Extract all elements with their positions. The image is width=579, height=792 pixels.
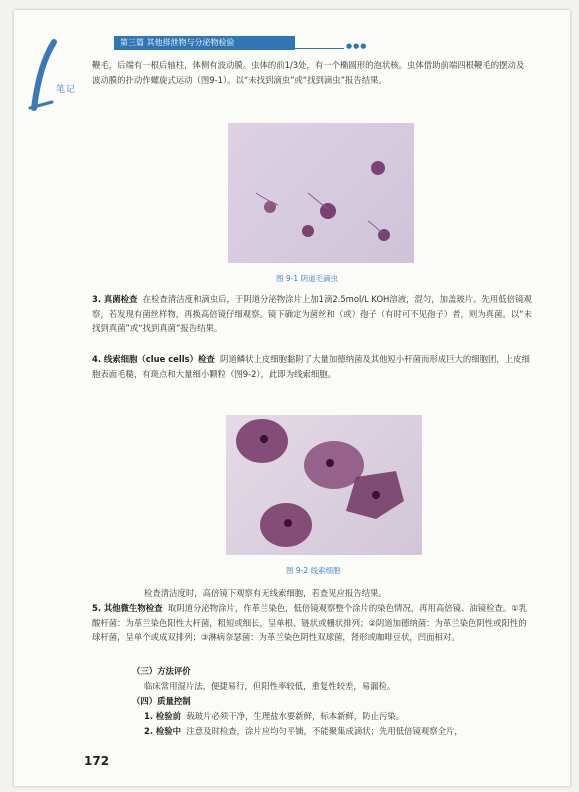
heading-clue-cells: 4. 线索细胞（clue cells）检查 xyxy=(92,354,215,364)
figure-trichomonas xyxy=(228,123,414,263)
heading-pre-analysis: 1. 检验前 xyxy=(144,711,182,721)
heading-analysis: 2. 检验中 xyxy=(144,726,182,736)
paragraph-pre-analysis xyxy=(144,709,544,724)
paragraph-clue-report: 检查清洁度时，高倍镜下观察有无线索细胞，若查见应报告结果。 xyxy=(144,588,387,598)
notebook-icon xyxy=(26,38,66,118)
section-method-evaluation: （三）方法评价 xyxy=(132,666,191,676)
book-page xyxy=(14,10,570,786)
heading-other-microbes: 5. 其他微生物检查 xyxy=(92,603,163,613)
paragraph-analysis xyxy=(144,724,554,739)
fungi-text: 在检查清洁度和滴虫后，于阴道分泌物涂片上加1滴2.5mol/L KOH溶液，混匀，加盖玻片。先用低倍镜观察，若发现有菌丝样物，再换高倍镜仔细观察。镜下确定为菌丝和（或）孢子（有时可不见孢子）者，则为真菌。以“未找到真菌”或“找到真菌”报告结果。 xyxy=(92,294,532,333)
paragraph-fungi xyxy=(92,292,532,336)
paragraph-other-microbes xyxy=(92,601,532,645)
trichomonas-micrograph xyxy=(228,123,414,263)
paragraph-trichomonas: 鞭毛，后端有一根后轴柱，体侧有波动膜。虫体的前1/3处，有一个椭圆形的泡状核。虫体借助前端四根鞭毛的摆动及波动膜的扑动作螺旋式运动（图9-1）。以“未找到滴虫”或“找到滴虫”报告结果。 xyxy=(92,60,525,85)
clue-cell-micrograph xyxy=(226,415,422,555)
page-number: 172 xyxy=(84,754,110,768)
section-quality-control: （四）质量控制 xyxy=(132,696,191,706)
figure-clue-cells xyxy=(226,415,422,555)
margin-note-label: 笔记 xyxy=(56,85,77,95)
header-dots: ●●● xyxy=(346,42,368,50)
chapter-header: 第三篇 其他排泄物与分泌物检验 xyxy=(114,36,295,50)
clue-cells-text: 阴道鳞状上皮细胞黏附了大量加德纳菌及其他短小杆菌而形成巨大的细胞团，上皮细胞表面毛糙，有斑点和大量细小颗粒（图9-2），此即为线索细胞。 xyxy=(92,354,530,379)
figure-9-2-caption: 图 9-2 线索细胞 xyxy=(286,566,341,575)
heading-fungi: 3. 真菌检查 xyxy=(92,294,138,304)
pre-analysis-text: 载玻片必须干净，生理盐水要新鲜，标本新鲜，防止污染。 xyxy=(186,711,405,721)
header-rule xyxy=(289,48,344,49)
paragraph-clue-cells xyxy=(92,352,532,381)
other-microbes-text: 取阴道分泌物涂片，作革兰染色，低倍镜观察整个涂片的染色情况，再用高倍镜、油镜检查。①乳酸杆菌：为革兰染色阳性大杆菌，粗短或细长，呈单根、链状或栅状排列；②阴道加德纳菌：为革兰染色阴性或阳性的球杆菌，呈单个或成双排列；③淋病奈瑟菌：为革兰染色阴性双球菌，肾形或咖啡豆状，凹面相对。 xyxy=(92,603,528,642)
figure-9-1-caption: 图 9-1 阴道毛滴虫 xyxy=(276,274,339,283)
analysis-text: 注意及时检查，涂片应均匀平铺，不能聚集成滴状；先用低倍镜观察全片， xyxy=(186,726,463,736)
margin-note xyxy=(26,38,86,118)
method-evaluation-text: 临床常用湿片法，便捷易行，但阳性率较低，重复性较差，易漏检。 xyxy=(144,681,396,691)
